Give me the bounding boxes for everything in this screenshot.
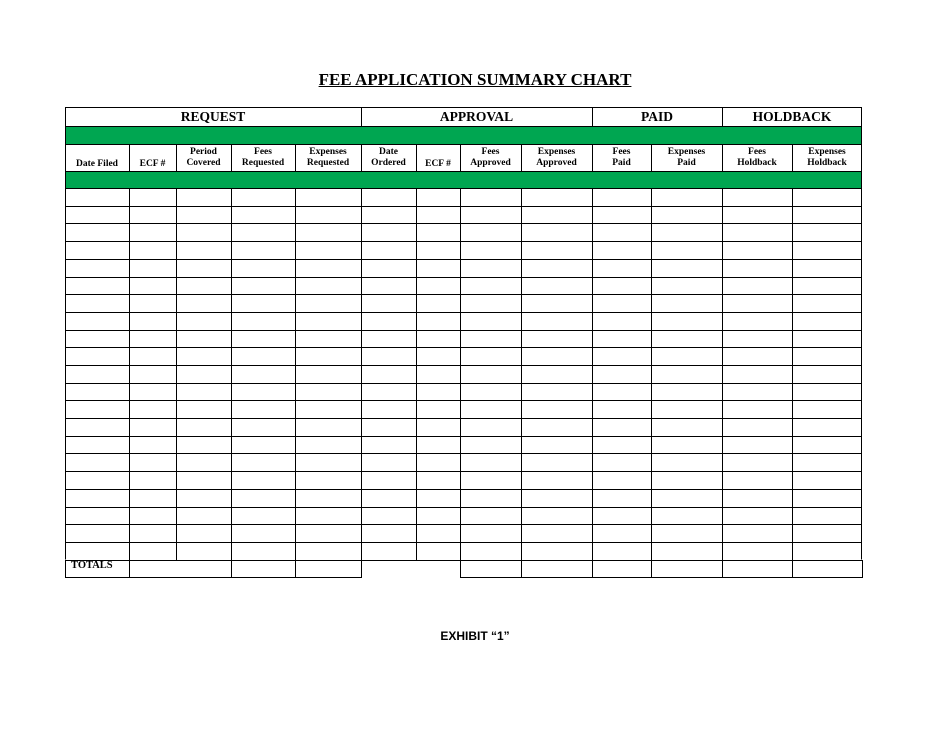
- column-header: Fees Requested: [241, 147, 285, 168]
- column-header: ECF #: [425, 159, 451, 169]
- fee-summary-table: [65, 107, 862, 577]
- totals-label: TOTALS: [71, 560, 113, 571]
- column-header: Date Filed: [76, 159, 118, 169]
- column-header: Period Covered: [186, 147, 221, 168]
- column-header: Fees Paid: [612, 147, 631, 168]
- column-header: ECF #: [139, 159, 166, 169]
- column-header: Date Ordered: [371, 147, 406, 168]
- totals-cell: [232, 561, 296, 578]
- page-title: FEE APPLICATION SUMMARY CHART: [318, 70, 632, 89]
- group-header-paid: PAID: [641, 109, 673, 124]
- column-header: Expenses Approved: [536, 147, 577, 168]
- totals-cell: [522, 561, 593, 578]
- totals-cell: [593, 561, 652, 578]
- column-header: Fees Approved: [470, 147, 511, 168]
- totals-cell: [296, 561, 362, 578]
- totals-cell: [723, 561, 793, 578]
- column-header: Fees Holdback: [737, 147, 777, 168]
- column-header: Expenses Paid: [667, 147, 706, 168]
- totals-cell: [461, 561, 522, 578]
- column-header: Expenses Requested: [306, 147, 350, 168]
- green-band-top: [66, 127, 862, 145]
- group-header-holdback: HOLDBACK: [752, 109, 832, 124]
- group-header-approval: APPROVAL: [439, 109, 514, 124]
- exhibit-label: EXHIBIT “1”: [440, 629, 510, 643]
- group-header-request: REQUEST: [180, 109, 246, 124]
- column-header: Expenses Holdback: [807, 147, 847, 168]
- totals-cell: [793, 561, 863, 578]
- table-grid: [65, 107, 862, 577]
- totals-cell: [652, 561, 723, 578]
- green-band-bottom: [66, 172, 862, 189]
